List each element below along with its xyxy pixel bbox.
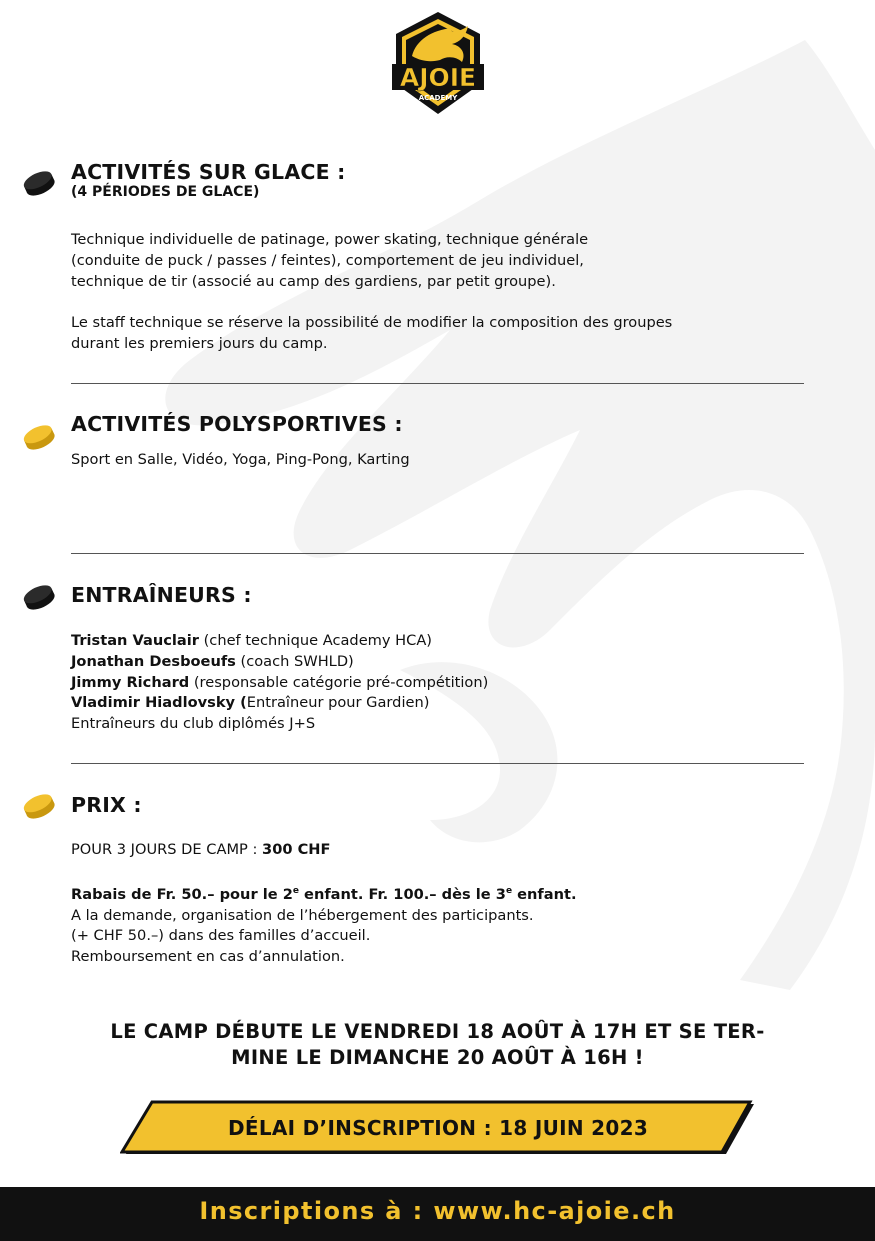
text-line: A la demande, organisation de l’hébergement des participants. [71, 906, 534, 924]
coach-item [71, 673, 488, 694]
price-details [71, 881, 577, 968]
coach-role: (coach SWHLD) [235, 652, 354, 670]
yellow-puck-icon [22, 791, 56, 821]
divider [71, 763, 804, 764]
staff-note [71, 313, 672, 355]
section-title: ENTRAÎNEURS : [71, 583, 252, 607]
camp-dates-announcement [60, 1019, 815, 1071]
ice-description [71, 230, 588, 292]
divider [71, 383, 804, 384]
text-line: (+ CHF 50.–) dans des familles d’accueil. [71, 927, 371, 945]
text-line: Technique individuelle de patinage, power skating, technique générale [71, 231, 589, 248]
ajoie-academy-logo [382, 6, 494, 120]
coach-item [71, 652, 488, 673]
deadline-text: DÉLAI D’INSCRIPTION : 18 JUIN 2023 [227, 1116, 649, 1140]
price-label: POUR 3 JOURS DE CAMP : [71, 841, 263, 858]
section-title: PRIX : [71, 793, 142, 817]
registration-link[interactable]: Inscriptions à : www.hc-ajoie.ch [199, 1197, 676, 1225]
price-value: 300 CHF [262, 841, 331, 858]
section-subtitle: (4 PÉRIODES DE GLACE) [71, 184, 260, 200]
announcement-line: LE CAMP DÉBUTE LE VENDREDI 18 AOÛT À 17H ET SE TER- [110, 1020, 765, 1043]
announcement-line: MINE LE DIMANCHE 20 AOÛT À 16H ! [231, 1046, 644, 1069]
footer-bar [0, 1187, 875, 1241]
coach-extra: Entraîneurs du club diplômés J+S [71, 715, 316, 733]
coach-role: Entraîneur pour Gardien) [246, 694, 430, 712]
logo-sub: ACADEMY [418, 94, 458, 102]
black-puck-icon [22, 582, 56, 612]
coach-item [71, 631, 488, 652]
text-line: (conduite de puck / passes / feintes), comportement de jeu individuel, [71, 251, 584, 269]
text-line: Le staff technique se réserve la possibilité de modifier la composition des groupes [71, 314, 673, 331]
multisport-list: Sport en Salle, Vidéo, Yoga, Ping-Pong, Karting [71, 451, 410, 468]
coach-role: (chef technique Academy HCA) [198, 632, 433, 649]
coach-name: Tristan Vauclair [71, 632, 199, 649]
coach-list [71, 631, 488, 735]
logo-name: AJOIE [399, 63, 477, 92]
registration-deadline-banner [120, 1100, 756, 1156]
black-puck-icon [22, 168, 56, 198]
text-line: durant les premiers jours du camp. [71, 334, 328, 352]
section-title: ACTIVITÉS SUR GLACE : [71, 160, 346, 184]
section-title: ACTIVITÉS POLYSPORTIVES : [71, 412, 403, 436]
coach-item [71, 693, 488, 714]
discount-line: Rabais de Fr. 50.– pour le 2e enfant. Fr. 100.– dès le 3e enfant. [71, 885, 577, 903]
coach-name: Jimmy Richard [71, 673, 190, 691]
coach-name: Vladimir Hiadlovsky ( [71, 694, 247, 712]
text-line: technique de tir (associé au camp des gardiens, par petit groupe). [71, 272, 556, 290]
divider [71, 553, 804, 554]
yellow-puck-icon [22, 422, 56, 452]
coach-role: (responsable catégorie pré-compétition) [189, 673, 489, 691]
text-line: Remboursement en cas d’annulation. [71, 948, 345, 966]
coach-name: Jonathan Desboeufs [71, 652, 236, 670]
price-line [71, 840, 330, 861]
